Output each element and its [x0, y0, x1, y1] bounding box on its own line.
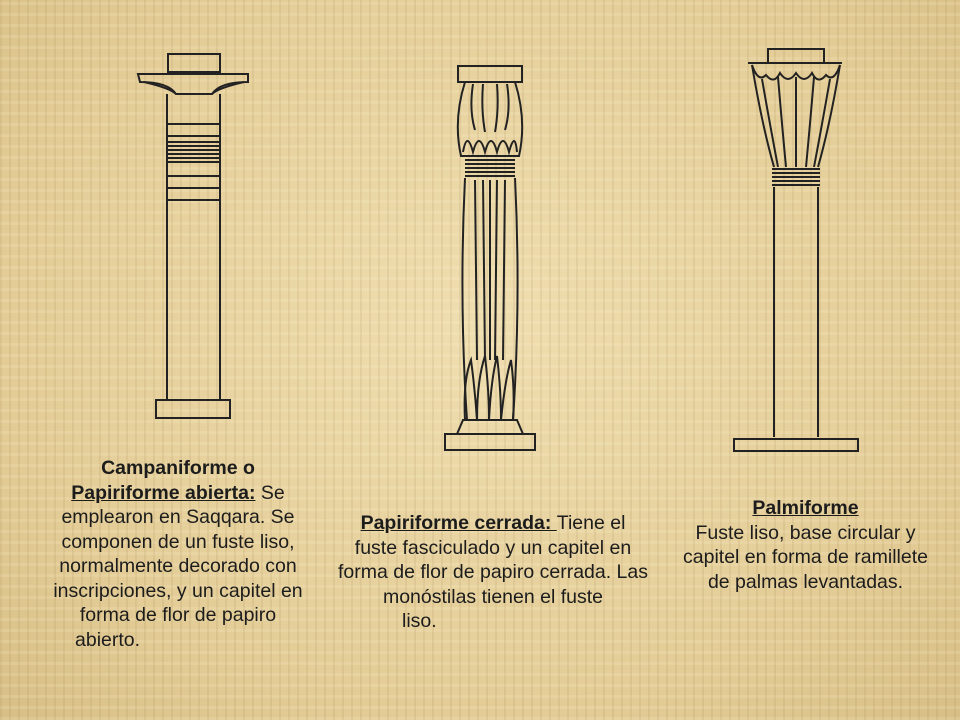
- campaniforme-description-tail: abierto.: [75, 628, 141, 651]
- papiriforme-cerrada-term: Papiriforme cerrada:: [360, 512, 557, 534]
- palmiform-column-drawing: [730, 45, 860, 465]
- papiriforme-cerrada-description: Tiene el fuste fasciculado y un capitel en forma de flor de papiro cerrada. Las monóstilas tienen el fuste: [338, 512, 649, 608]
- campaniforme-term-line1: Campaniforme o: [101, 457, 255, 479]
- campaniforme-description: Se emplearon en Saqqara. Se componen de un fuste liso, normalmente decorado con inscripciones, y un capitel en forma de flor de papiro: [53, 481, 303, 626]
- campaniform-column-drawing: [130, 50, 260, 430]
- papiriforme-cerrada-description-tail: liso.: [402, 610, 437, 632]
- palmiforme-term: Palmiforme: [752, 497, 859, 519]
- palmiforme-description: Fuste liso, base circular y capitel en forma de ramillete de palmas levantadas.: [683, 521, 928, 593]
- palmiforme-caption: [683, 496, 928, 594]
- papiriforme-cerrada-caption: [338, 511, 648, 634]
- campaniforme-term-line2: Papiriforme abierta:: [71, 481, 256, 504]
- closed-papyriform-column-drawing: [425, 60, 555, 470]
- campaniforme-caption: [28, 456, 328, 652]
